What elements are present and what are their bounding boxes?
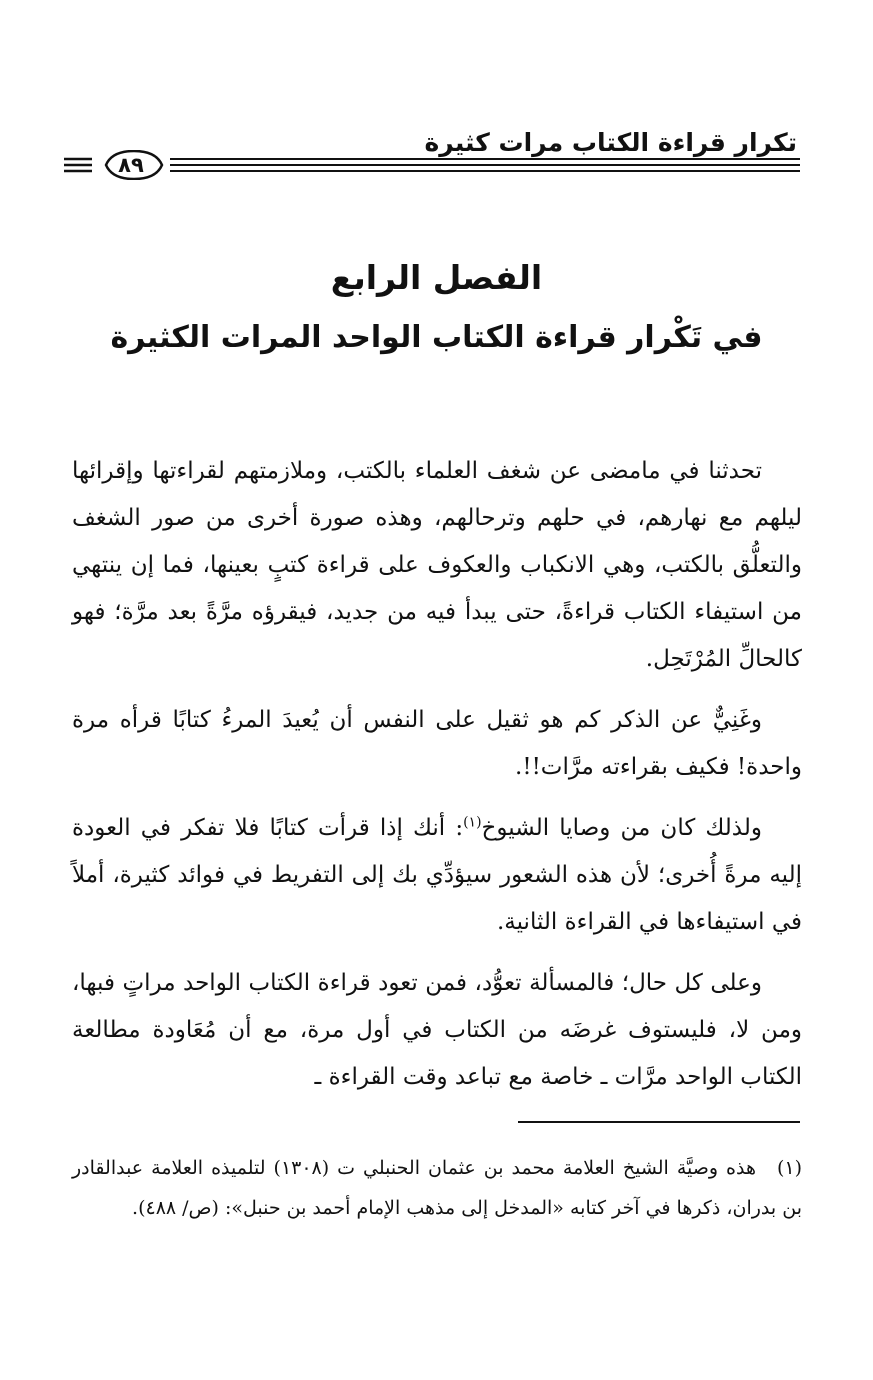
- page-number: ٨٩: [118, 153, 144, 177]
- chapter-subtitle: في تَكْرار قراءة الكتاب الواحد المرات الكثيرة: [110, 320, 763, 355]
- paragraph-3-lead: ولذلك كان من وصايا الشيوخ: [481, 815, 762, 841]
- footnote: [72, 1148, 802, 1228]
- paragraph-3: [72, 805, 802, 946]
- paragraph-3-rest: : أنك إذا قرأت كتابًا فلا تفكر في العودة إليه مرةً أُخرى؛ لأن هذه الشعور سيؤدِّي بك إلى التفريط في فوائد كثيرة، أملاً في استيفاءها في القراءة الثانية.: [72, 815, 802, 935]
- running-title: تكرار قراءة الكتاب مرات كثيرة: [424, 128, 797, 157]
- footnote-marker: (١): [776, 1157, 802, 1179]
- chapter-title: الفصل الرابع: [330, 258, 543, 297]
- footnote-reference[interactable]: (١): [463, 814, 482, 831]
- header-rule: [64, 150, 800, 180]
- paragraph-4: وعلى كل حال؛ فالمسألة تعوُّد، فمن تعود قراءة الكتاب الواحد مراتٍ فبها، ومن لا، فليستوف غرضَه من الكتاب في أول مرة، مع أن مُعَاودة مطالعة الكتاب الواحد مرَّات ـ خاصة مع تباعد وقت القراءة ـ: [72, 970, 802, 1090]
- footnote-separator: [518, 1121, 800, 1123]
- body-text: [72, 448, 802, 1115]
- footnote-text: هذه وصيَّة الشيخ العلامة محمد بن عثمان الحنبلي ت (١٣٠٨) لتلميذه العلامة عبدالقادر بن بدران، ذكرها في آخر كتابه «المدخل إلى مذهب الإمام أحمد بن حنبل»: (ص/ ٤٨٨).: [72, 1157, 802, 1219]
- paragraph-2: وغَنِيٌّ عن الذكر كم هو ثقيل على النفس أن يُعيدَ المرءُ كتابًا قرأه مرة واحدة! فكيف بقراءته مرَّات!!.: [72, 707, 802, 780]
- paragraph-1: تحدثنا في مامضى عن شغف العلماء بالكتب، وملازمتهم لقراءتها وإقرائها ليلهم مع نهارهم، في حلهم وترحالهم، وهذه صورة أخرى من صور الشغف والتعلُّق بالكتب، وهي الانكباب والعكوف على قراءة كتبٍ بعينها، فما إن ينتهي من استيفاء الكتاب قراءةً، حتى يبدأ فيه من جديد، فيقرؤه مرَّةً بعد مرَّة؛ فهو كالحالِّ المُرْتَحِل.: [72, 458, 802, 672]
